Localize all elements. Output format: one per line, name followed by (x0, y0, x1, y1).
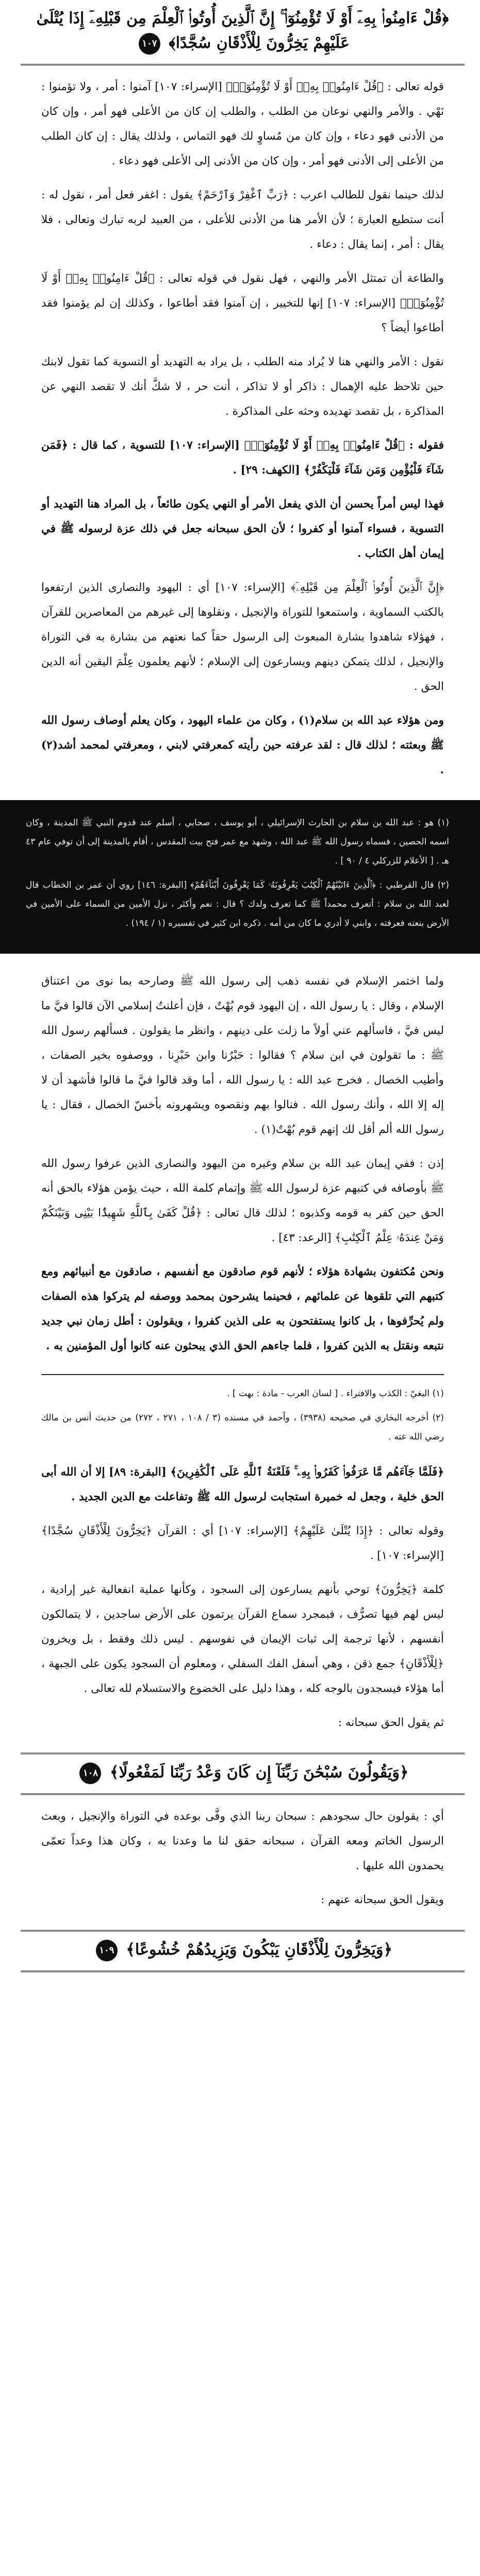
verse-banner-108 (21, 1753, 465, 1795)
verse-banner-109 (21, 1930, 465, 1972)
footnote: (١) البغيّ : الكذب والافتراء . [ لسان العرب - مادة : بهت ] . (227, 1388, 444, 1399)
paragraph: ﴿إِنَّ ٱلَّذِينَ أُوتُوا۟ ٱلْعِلْمَ مِن قَبْلِهِۦٓ﴾ [الإسراء: ١٠٧] أي : اليهود والنصارى الذين ارتفعوا بالكتب السماوية ، واستمعوا للتوراة والإنجيل ، ونقلوها إلى غيرهم من المعاصرين للقرآن ، فهؤلاء شاهدوا بشارة المبعوث إلى الرسول حقاً كما نعتهم من بشارة به في التوراة والإنجيل ، لذلك يتمكن دينهم ويسارعون إلى الإسلام ؛ لأنهم يعلمون عِلْمَ اليقين أنه الدين الحق . (41, 581, 444, 693)
footnote: (٢) أخرجه البخاري في صحيحه (٣٩٣٨) ، وأحمد في مسنده (٣ / ١٠٨ ، ٢٧١ ، ٢٧٢) من حديث أنس بن مالك رضي الله عنه . (41, 1413, 444, 1442)
commentary-section-b (41, 969, 444, 1359)
footnotes-dark-box (0, 800, 480, 954)
paragraph: ثم يقول الحق سبحانه : (338, 1716, 444, 1729)
paragraph: إذن : ففي إيمان عبد الله بن سلام وغيره من اليهود والنصارى الذين عرفوا رسول الله ﷺ بأوصافه في كتبهم عزة لرسول الله ﷺ وإتمام كلمة الله ، حيث يؤمن هؤلاء بالحق أنه الحق حين كفر به قومه وكذبوه ؛ لذلك قال تعالى : ﴿قُلْ كَفَىٰ بِٱللَّهِ شَهِيدًۢا بَيْنِى وَبَيْنَكُمْ وَمَنْ عِندَهُۥ عِلْمُ ٱلْكِتَٰبِ﴾ [الرعد: ٤٣] . (41, 1157, 444, 1244)
paragraph: كلمة ﴿يَخِرُّونَ﴾ توحي بأنهم يسارعون إلى السجود ، وكأنها عملية انفعالية غير إرادية ، ليس لهم فيها تصرُّف ، فبمجرد سماع القرآن يرتمون على الأرض ساجدين ، لا يتمالكون أنفسهم ، لأنها ترجمة إلى ثبات الإيمان في نفوسهم . ليس ذلك وفقط ، بل ويخرون ﴿لِلْأَذْقَانِ﴾ جمع ذقن ، وهي أسفل الفك السفلي ، ومعلوم أن السجود يكون على الجبهة ، أما هؤلاء فيسجدون بالوجه كله ، وهذا دليل على الخضوع والاستسلام لله تعالى . (41, 1583, 444, 1695)
paragraph: وقوله تعالى : ﴿إِذَا يُتْلَىٰ عَلَيْهِمْ﴾ [الإسراء: ١٠٧] أي : القرآن ﴿يَخِرُّونَ لِلْأَذْقَانِ سُجَّدًا﴾ [الإسراء: ١٠٧] . (41, 1524, 444, 1562)
paragraph: ويقول الحق سبحانه عنهم : (321, 1893, 444, 1906)
paragraph: ولما اختمر الإسلام في نفسه ذهب إلى رسول الله ﷺ وصارحه بما نوى من اعتناق الإسلام ، وقال : يا رسول الله ، إن اليهود قوم بُهْتٌ ، فإن أعلنتُ إسلامي الآن قالوا فيَّ ما ليس فيَّ ، فاسألهم عني أولاً ما زلت على دينهم ، وانظر ما يقولون . فسألهم رسول الله ﷺ : ما تقولون في ابن سلام ؟ فقالوا : حَبْرُنا وابن حَبْرِنا ، ووصفوه بخير الصفات ، وأطيب الخصال . فخرج عبد الله : يا رسول الله ، أما وقد قالوا فيَّ ما قالوا فأشهد أن لا إله إلا الله ، وأنك رسول الله . فنالوا بهم ونقصوه ويشهرونه بأخسّ الخصال ، فقال : يا رسول الله ألم أقل لك إنهم قوم بُهْتٌ(١) . (41, 975, 444, 1136)
paragraph: لذلك حينما نقول للطالب اعرب : ﴿رَبِّ ٱغْفِرْ وَٱرْحَمْ﴾ يقول : اغفر فعل أمر ، نقول له : أنت ستطيع العبارة ؛ لأن الأمر هنا من الأدنى للأعلى ، من العبيد لربه تبارك وتعالى ، فلا يقال : أمر ، إنما يقال : دعاء . (41, 189, 444, 251)
paragraph: نقول : الأمر والنهي هنا لا يُراد منه الطلب ، بل يراد به التهديد أو التسوية كما تقول لابنك حين تلاحظ عليه الإهمال : ذاكر أو لا تذاكر ، أنت حر ، لا شكَّ أنك لا تقصد النهي عن المذاكرة ، بل تقصد تهديده وحثه على المذاكرة . (41, 355, 444, 418)
footnote: (١) هو : عبد الله بن سلام بن الحارث الإسرائيلي ، أبو يوسف ، صحابي ، أسلم عند قدوم النبي ﷺ المدينة ، وكان اسمه الحصين ، فسماه رسول الله ﷺ عبد الله ، وشهد مع عمر فتح بيت المقدس ، أقام بالمدينة إلى أن توفي عام ٤٣ هـ . [ الأعلام للزركلي ٤ / ٩٠ ] . (26, 818, 449, 866)
commentary-section-a (41, 75, 444, 783)
verse-banner-107 (21, 0, 465, 65)
paragraph: قوله تعالى : ﴿قُلْ ءَامِنُوا۟ بِهِۦٓ أَوْ لَا تُؤْمِنُوٓا۟﴾ [الإسراء: ١٠٧] آمنوا : أمر ، ولا تؤمنوا : نَهْي . والأمر والنهي نوعان من الطلب ، والطلب إن كان من الأعلى فهو أمر ، وإن كان من الأدنى فهو دعاء ، وإن كان من مُساوٍ لك فهو التماس ، ولذلك يقال : إن كان الطلب من الأعلى إلى الأدنى فهو أمر ، وإن كان من الأدنى إلى الأعلى فهو دعاء . (41, 80, 444, 167)
ayah-number-badge: ١٠٩ (96, 1940, 118, 1961)
paragraph: أي : يقولون حال سجودهم : سبحان ربنا الذي وفَّى بوعده في التوراة والإنجيل ، وبعث الرسول الخاتم ومعه القرآن ، سبحانه حقق لنا ما وعدنا به ، وكان هذا وعداً تعمّى يحمدون الله عليها . (41, 1810, 444, 1872)
paragraph: فهذا ليس أمراً يحسن أن الذي يفعل الأمر أو النهي يكون طائعاً ، بل المراد هنا التهديد أو التسوية ، فسواء آمنوا أو كفروا ؛ لأن الحق سبحانه جعل في ذلك عزة لرسوله ﷺ في إيمان أهل الكتاب . (41, 498, 444, 560)
verse-text: ﴿قُلْ ءَامِنُوا۟ بِهِۦٓ أَوْ لَا تُؤْمِنُوٓا۟ ۚ إِنَّ ٱلَّذِينَ أُوتُوا۟ ٱلْعِلْمَ مِن قَبْلِهِۦٓ إِذَا يُتْلَىٰ عَلَيْهِمْ يَخِرُّونَ لِلْأَذْقَانِ سُجَّدًا﴾ (36, 9, 449, 52)
ayah-number-badge: ١٠٨ (79, 1762, 101, 1784)
ayah-number-badge: ١٠٧ (139, 33, 160, 55)
commentary-section-d (41, 1804, 444, 1912)
paragraph: ومن هؤلاء عبد الله بن سلام(١) ، وكان من علماء اليهود ، وكان يعلم أوصاف رسول الله ﷺ وبعثته ؛ لذلك قال : لقد عرفته حين رأيته كمعرفتي لابني ، ومعرفتي لمحمد أشد(٢) . (41, 714, 444, 776)
paragraph: ونحن مُكتفون بشهادة هؤلاء ؛ لأنهم قوم صادقون مع أنفسهم ، صادقون مع أنبيائهم ومع كتبهم التي تلقوها عن علمائهم ، فحينما يشرحون بمحمد ووصفه لم يتركوا هذه الصفات ولم يُحرِّفوها ، بل كانوا يستفتحون به على الذين كفروا ، ويقولون : أطل زمان نبي جديد نتبعه ونقتل به الذين كفروا ، فلما جاءهم الحق الذي يبحثون عنه كانوا أول المؤمنين به . (41, 1265, 444, 1352)
paragraph: والطاعة أن تمتثل الأمر والنهي ، فهل نقول في قوله تعالى : ﴿قُلْ ءَامِنُوا۟ بِهِۦٓ أَوْ لَا تُؤْمِنُوٓا۟﴾ [الإسراء: ١٠٧] إنها للتخيير ، إن آمنوا فقد أطاعوا ، وكذلك إن لم يؤمنوا فقد أطاعوا أيضاً ؟ (41, 272, 444, 334)
paragraph: فقوله : ﴿قُلْ ءَامِنُوا۟ بِهِۦٓ أَوْ لَا تُؤْمِنُوٓا۟﴾ [الإسراء: ١٠٧] للتسوية ، كما قال : ﴿فَمَن شَآءَ فَلْيُؤْمِن وَمَن شَآءَ فَلْيَكْفُرْ﴾ [الكهف: ٢٩] . (41, 439, 444, 477)
footnote: (٢) قال القرطبي : ﴿ٱلَّذِينَ ءَاتَيْنَٰهُمُ ٱلْكِتَٰبَ يَعْرِفُونَهُۥ كَمَا يَعْرِفُونَ أَبْنَآءَهُمْ﴾ [البقرة: ١٤٦] روي أن عمر بن الخطاب قال لعبد الله بن سلام : أتعرف محمداً ﷺ كما تعرف ولدك ؟ قال : نعم وأكثر ، نزل الأمين من السماء على الأمين في الأرض بنعته فعرفته ، وابني لا أدري ما كان من أمه . ذكره ابن كثير في تفسيره (١ / ١٩٤) . (26, 880, 449, 928)
verse-text: ﴿وَيَقُولُونَ سُبْحَٰنَ رَبِّنَآ إِن كَانَ وَعْدُ رَبِّنَا لَمَفْعُولًا﴾ (109, 1764, 409, 1782)
paragraph: ﴿فَلَمَّا جَآءَهُم مَّا عَرَفُوا۟ كَفَرُوا۟ بِهِۦ ۚ فَلَعْنَةُ ٱللَّهِ عَلَى ٱلْكَٰفِرِينَ﴾ [البقرة: ٨٩] إلا أن الله أبى الحق خلية ، وجعل له خميرة استجابت لرسول الله ﷺ وتفاعلت مع الدين الجديد . (41, 1466, 444, 1503)
footnotes-box (41, 1374, 444, 1447)
verse-text: ﴿وَيَخِرُّونَ لِلْأَذْقَانِ يَبْكُونَ وَيَزِيدُهُمْ خُشُوعًا﴾ (126, 1941, 393, 1959)
commentary-section-c (41, 1460, 444, 1735)
